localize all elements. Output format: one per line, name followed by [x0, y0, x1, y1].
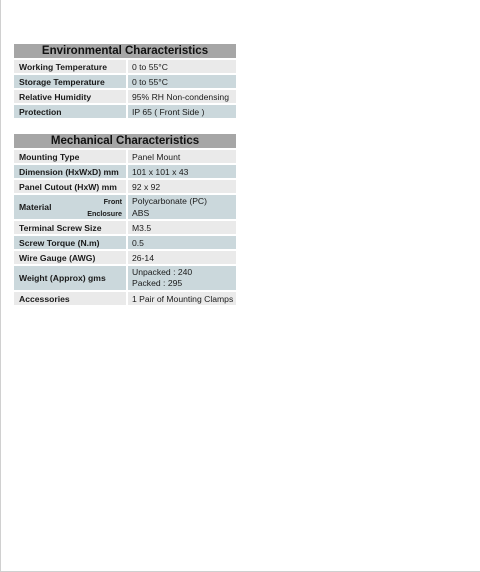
weight-value-cell	[127, 265, 236, 291]
environmental-section-title: Environmental Characteristics	[14, 44, 236, 59]
table-row-material	[14, 194, 236, 220]
weight-unpacked-value: Unpacked : 240	[132, 267, 193, 277]
table-row	[14, 149, 236, 164]
table-row	[14, 220, 236, 235]
table-row	[14, 74, 236, 89]
spec-label: Storage Temperature	[14, 74, 127, 89]
spec-label: Accessories	[14, 291, 127, 306]
spec-label: Dimension (HxWxD) mm	[14, 164, 127, 179]
material-sublabels	[87, 195, 122, 219]
spec-label: Weight (Approx) gms	[14, 265, 127, 291]
material-value-cell	[127, 194, 236, 220]
table-row	[14, 179, 236, 194]
spec-label: Terminal Screw Size	[14, 220, 127, 235]
spec-label: Wire Gauge (AWG)	[14, 250, 127, 265]
table-row	[14, 104, 236, 119]
table-row	[14, 250, 236, 265]
table-row	[14, 235, 236, 250]
weight-packed-value: Packed : 295	[132, 278, 183, 288]
spec-label: Screw Torque (N.m)	[14, 235, 127, 250]
spec-value: Panel Mount	[127, 149, 236, 164]
spec-value: 101 x 101 x 43	[127, 164, 236, 179]
material-enclosure-label: Enclosure	[87, 208, 122, 218]
spec-label: Mounting Type	[14, 149, 127, 164]
spec-value: 26-14	[127, 250, 236, 265]
spec-value: M3.5	[127, 220, 236, 235]
table-row	[14, 89, 236, 104]
mechanical-section-title: Mechanical Characteristics	[14, 134, 236, 149]
material-enclosure-value: ABS	[132, 208, 150, 218]
spec-label: Relative Humidity	[14, 89, 127, 104]
table-row	[14, 164, 236, 179]
spec-label: Material	[19, 202, 52, 212]
table-row	[14, 291, 236, 306]
spec-label: Panel Cutout (HxW) mm	[14, 179, 127, 194]
spec-value: 0 to 55°C	[127, 74, 236, 89]
material-front-value: Polycarbonate (PC)	[132, 196, 207, 206]
table-row	[14, 59, 236, 74]
spec-value: 1 Pair of Mounting Clamps	[127, 291, 236, 306]
material-label-cell	[14, 194, 127, 220]
material-front-label: Front	[103, 196, 122, 206]
spec-value: 0.5	[127, 235, 236, 250]
spec-label: Protection	[14, 104, 127, 119]
spec-label: Working Temperature	[14, 59, 127, 74]
spec-value: IP 65 ( Front Side )	[127, 104, 236, 119]
environmental-characteristics-table	[14, 44, 236, 120]
mechanical-characteristics-table	[14, 134, 236, 307]
table-row-weight	[14, 265, 236, 291]
spec-value: 95% RH Non-condensing	[127, 89, 236, 104]
spec-value: 0 to 55°C	[127, 59, 236, 74]
spec-value: 92 x 92	[127, 179, 236, 194]
